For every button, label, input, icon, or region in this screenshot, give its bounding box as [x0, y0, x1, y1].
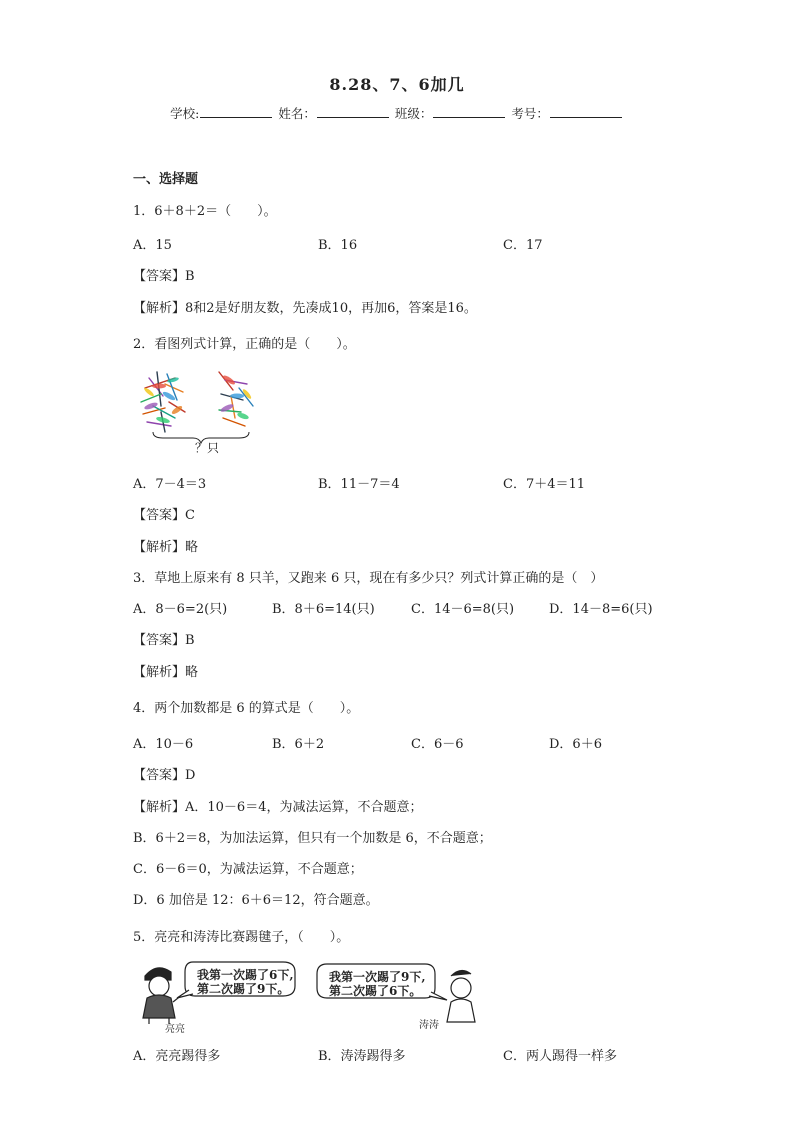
taotao-name: 涛涛 — [419, 1020, 439, 1031]
q5-option-c[interactable]: C．两人踢得一样多 — [503, 1049, 617, 1064]
exam-number-label: 考号： — [511, 106, 549, 121]
section-heading: 一、选择题 — [133, 172, 199, 187]
q4-analysis-line-2: B．6＋2＝8，为加法运算，但只有一个加数是 6，不合题意； — [133, 831, 492, 846]
q5-stem: 5．亮亮和涛涛比赛踢毽子，（ ）。 — [133, 930, 350, 945]
q3-option-c[interactable]: C．14－6=8(只) — [411, 602, 515, 617]
student-info-line — [0, 104, 794, 122]
q1-stem: 1．6＋8＋2＝（ ）。 — [133, 204, 277, 219]
taotao-speech — [329, 970, 426, 998]
class-blank[interactable] — [433, 105, 505, 118]
school-label: 学校: — [170, 106, 200, 121]
q1-answer: 【答案】B — [133, 269, 195, 284]
q1-analysis: 【解析】8和2是好朋友数，先凑成10，再加6，答案是16。 — [133, 301, 477, 316]
liangliang-speech-line-1: 我第一次踢了6下, — [197, 968, 294, 982]
exam-number-blank[interactable] — [550, 105, 622, 118]
q2-analysis: 【解析】略 — [133, 540, 199, 555]
q4-option-c[interactable]: C．6－6 — [411, 737, 464, 752]
q4-option-b[interactable]: B．6＋2 — [272, 737, 325, 752]
q1-option-a[interactable]: A．15 — [133, 238, 172, 253]
shuttlecock-figure — [133, 958, 478, 1034]
q1-option-c[interactable]: C．17 — [503, 238, 543, 253]
q2-answer: 【答案】C — [133, 508, 195, 523]
taotao-speech-line-2: 第二次踢了6下。 — [329, 984, 422, 998]
page-title: 8.28、7、6加几 — [329, 75, 465, 94]
school-blank[interactable] — [200, 105, 272, 118]
q3-option-d[interactable]: D．14－8=6(只) — [549, 602, 653, 617]
taotao-speech-line-1: 我第一次踢了9下, — [329, 970, 426, 984]
q2-option-b[interactable]: B．11－7＝4 — [318, 477, 400, 492]
q2-option-a[interactable]: A．7－4＝3 — [133, 477, 207, 492]
q1-option-b[interactable]: B．16 — [318, 238, 358, 253]
q4-analysis-line-3: C．6－6＝0，为减法运算，不合题意； — [133, 862, 363, 877]
name-blank[interactable] — [317, 105, 389, 118]
q3-option-a[interactable]: A．8－6=2(只) — [133, 602, 228, 617]
q5-option-b[interactable]: B．涛涛踢得多 — [318, 1049, 406, 1064]
liangliang-speech-line-2: 第二次踢了9下。 — [197, 982, 290, 996]
q3-answer: 【答案】B — [133, 633, 195, 648]
q4-stem: 4．两个加数都是 6 的算式是（ ）。 — [133, 701, 360, 716]
liangliang-name: 亮亮 — [165, 1024, 185, 1035]
q4-option-d[interactable]: D．6＋6 — [549, 737, 602, 752]
q4-option-a[interactable]: A．10－6 — [133, 737, 194, 752]
q3-analysis: 【解析】略 — [133, 665, 199, 680]
q4-analysis-line-1: 【解析】A．10－6＝4，为减法运算，不合题意； — [133, 800, 423, 815]
liangliang-speech — [197, 968, 294, 996]
q2-stem: 2．看图列式计算，正确的是（ ）。 — [133, 337, 356, 352]
q4-answer: 【答案】D — [133, 768, 196, 783]
name-label: 姓名： — [278, 106, 316, 121]
q4-analysis-line-4: D．6 加倍是 12：6＋6＝12，符合题意。 — [133, 893, 379, 908]
q5-option-a[interactable]: A．亮亮踢得多 — [133, 1049, 221, 1064]
class-label: 班级： — [394, 106, 433, 121]
q2-option-c[interactable]: C．7＋4＝11 — [503, 477, 586, 492]
q3-option-b[interactable]: B．8＋6=14(只) — [272, 602, 375, 617]
q3-stem: 3．草地上原来有 8 只羊，又跑来 6 只，现在有多少只？列式计算正确的是（ ） — [133, 571, 604, 586]
q2-figure-label: ？只 — [195, 441, 220, 455]
